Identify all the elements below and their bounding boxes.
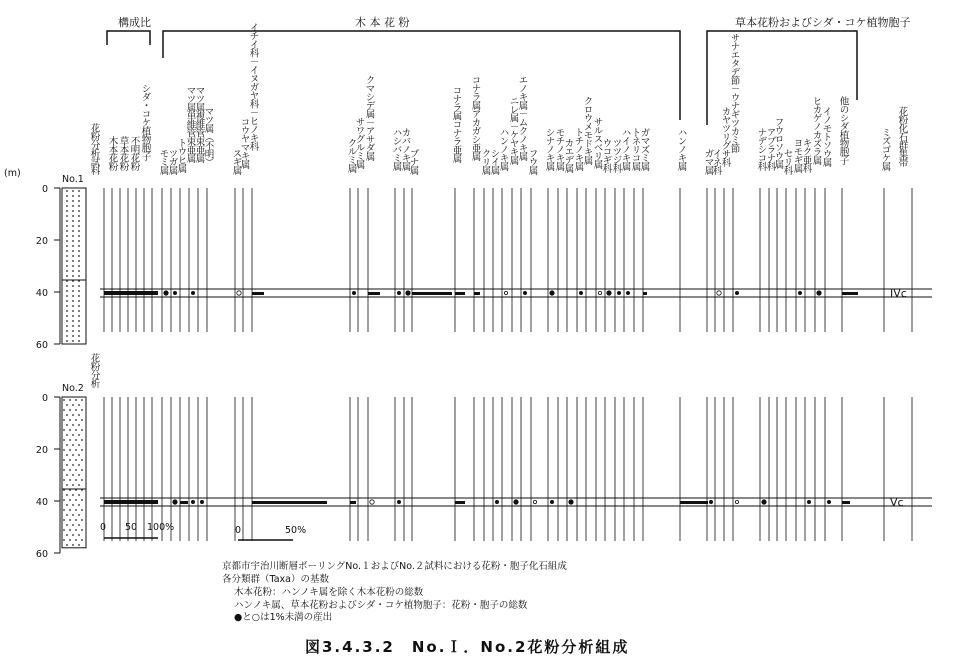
rare-dot	[504, 291, 507, 294]
herb-taxon-label: アブラナ科	[764, 127, 776, 170]
rare-dot	[735, 500, 738, 503]
percent-bar	[680, 501, 708, 504]
herb-taxon-label: ナデシコ科	[755, 127, 767, 170]
percent-bar	[350, 501, 356, 504]
percent-bar	[455, 292, 465, 295]
tree-taxon-label: イチイ科－イヌガヤ科－ヒノキ科	[247, 22, 259, 150]
scale1-50: 50	[125, 522, 138, 533]
tree-taxon-label: ニレ属－ケヤキ属	[507, 96, 519, 164]
tree-taxon-label: トチノキ属	[572, 127, 584, 170]
rare-dot	[173, 500, 177, 504]
herb-taxon-label: ガマ属	[702, 148, 714, 174]
composition-label: 草本花粉	[117, 136, 129, 170]
herb-fern-header: 草本花粉およびシダ・コケ植物胞子	[735, 16, 911, 29]
percent-bar	[252, 501, 327, 504]
depth-tick: 60	[35, 340, 48, 351]
rare-dot	[598, 291, 601, 294]
rare-dot	[191, 500, 194, 503]
rare-dot	[352, 291, 355, 294]
tree-taxon-label: ハンノキ属	[497, 127, 509, 170]
tree-taxon-label: クロウメモドキ属	[581, 96, 593, 164]
tree-taxon-label: コナラ属アカガシ亜属	[469, 75, 481, 160]
legend-line-5: ●と○は1%未満の産出	[234, 612, 333, 623]
rare-dot	[191, 291, 194, 294]
rare-dot	[397, 291, 400, 294]
composition-bar	[104, 500, 158, 504]
sample-label: 花粉分析試料	[88, 123, 100, 174]
tree-taxon-label: ハイノキ属	[619, 127, 631, 170]
rare-dot	[495, 500, 498, 503]
depth-tick: 40	[35, 497, 48, 508]
herb-taxon-label: ヨモギ属	[791, 138, 803, 172]
herb-taxon-label: ミズゴケ属	[879, 127, 891, 170]
tree-taxon-label: サワグルミ属	[353, 117, 365, 168]
legend-line-3: 木本花粉：ハンノキ属を除く木本花粉の総数	[234, 587, 424, 598]
tree-taxon-label: ツツジ科	[610, 138, 622, 172]
composition-bar	[104, 291, 158, 295]
rare-dot	[817, 291, 821, 295]
herb-taxon-label: 他のシダ植物胞子	[837, 96, 849, 164]
tree-taxon-label: ハシバミ属	[390, 127, 402, 170]
depth-tick: 40	[35, 288, 48, 299]
legend-line-4: ハンノキ属、草本花粉およびシダ・コケ植物胞子：花粉・胞子の総数	[234, 600, 528, 611]
tree-taxon-label: モチノキ属	[553, 127, 565, 170]
percent-bar	[842, 292, 858, 295]
tree-taxon-label: ウコギ科	[600, 138, 612, 172]
scale1-100: 100%	[147, 522, 175, 533]
tree-taxon-label: スギ属	[230, 148, 242, 174]
rare-dot	[735, 291, 738, 294]
rare-dot	[397, 500, 400, 503]
tree-taxon-label: コウヤマキ属	[238, 117, 250, 168]
depth-tick: 20	[35, 236, 48, 247]
herb-taxon-label: カヤツリグサ科	[719, 106, 731, 166]
scale2-50: 50%	[285, 525, 307, 536]
tree-taxon-label: モミ属	[157, 148, 169, 174]
legend-line-1: 京都市宇治川断層ボーリングNo.１およびNo.２試料における花粉・胞子化石組成	[222, 561, 567, 572]
rare-dot	[626, 291, 629, 294]
core-columns	[4, 168, 932, 560]
tree-taxon-label: カエデ属	[562, 138, 574, 172]
core-id: No.2	[62, 383, 84, 394]
scale-bar-percent	[235, 525, 306, 540]
tree-taxon-label: トネリコ属	[629, 127, 641, 170]
percent-bar	[412, 292, 452, 295]
tree-taxon-label: ハンノキ属	[675, 127, 687, 170]
tree-pollen-bracket	[163, 31, 680, 120]
legend-line-2: 各分類群（Taxa）の基数	[222, 574, 329, 585]
rare-dot	[579, 291, 582, 294]
rare-dot	[173, 291, 176, 294]
composition-label: 木本花粉	[106, 136, 118, 170]
tree-taxon-label: シイ属	[488, 148, 500, 174]
composition-bracket	[107, 31, 150, 45]
rare-dot	[523, 291, 526, 294]
rare-dot	[798, 291, 801, 294]
tree-taxon-label: ツガ属	[166, 148, 178, 174]
scale-bar-composition	[100, 522, 174, 538]
rare-dot	[406, 291, 410, 295]
herb-taxon-label: キク亜科	[800, 138, 812, 172]
depth-unit: (m)	[4, 168, 21, 179]
rare-dot	[550, 500, 553, 503]
depth-tick: 60	[35, 549, 48, 560]
tree-taxon-label: フウ属	[526, 148, 538, 174]
herb-taxon-label: セリ科	[781, 148, 793, 174]
composition-label: シダ・コケ植物胞子	[139, 83, 151, 160]
percent-bar	[455, 501, 465, 504]
tree-taxon-label: カバノキ属	[399, 127, 411, 170]
rare-dot	[550, 291, 554, 295]
rare-dot	[717, 291, 721, 295]
tree-taxon-label: クマシデ属－アサダ属	[363, 75, 375, 160]
core-id: No.1	[62, 174, 84, 185]
percent-bar	[368, 292, 380, 295]
sample-label: 花粉分析	[88, 353, 100, 387]
scale1-0: 0	[100, 522, 107, 533]
zone-label: Vc	[890, 496, 904, 509]
rare-dot	[164, 291, 168, 295]
tree-taxon-label: マツ属複維管束亜属	[193, 85, 205, 162]
tree-taxon-label: シナノキ属	[543, 127, 555, 170]
tree-taxon-label: ブナ属	[407, 148, 419, 174]
taxa-labels	[89, 23, 909, 389]
tree-taxon-label: トウヒ属	[175, 138, 187, 172]
rare-dot	[607, 291, 611, 295]
herb-taxon-label: イノモトソウ属	[820, 106, 832, 166]
percent-bar	[474, 292, 480, 295]
rare-dot	[237, 291, 241, 295]
core-panel	[36, 383, 932, 560]
tree-taxon-label: マツ属単維管束亜属	[184, 85, 196, 162]
herb-taxon-label: サナエタデ節－ウナギツカミ節	[728, 33, 740, 152]
scale2-0: 0	[235, 525, 242, 536]
tree-taxon-label: マツ属（不明）	[202, 106, 214, 166]
rare-dot	[514, 500, 518, 504]
figure-title: 図3.4.3.2 No.Ｉ．No.2花粉分析組成	[305, 638, 630, 656]
herb-taxon-label: フウロソウ属	[772, 117, 784, 168]
rare-dot	[370, 500, 374, 504]
rare-dot	[617, 291, 620, 294]
percent-bar	[643, 292, 647, 295]
tree-taxon-label: クリ属	[479, 148, 491, 174]
core-panel	[4, 168, 932, 351]
percent-bar	[252, 292, 264, 295]
percent-bar	[842, 501, 850, 504]
tree-taxon-label: コナラ属コナラ亜属	[450, 85, 462, 162]
depth-tick: 0	[41, 184, 48, 195]
rare-dot	[533, 500, 536, 503]
tree-taxon-label: サルスベリ属	[591, 117, 603, 168]
tree-pollen-header: 木 本 花 粉	[355, 16, 410, 29]
composition-header: 構成比	[118, 16, 151, 29]
herb-taxon-label: イネ科	[710, 148, 722, 174]
depth-tick: 0	[41, 393, 48, 404]
rare-dot	[709, 500, 712, 503]
zone-label: IVc	[890, 287, 907, 300]
rare-dot	[762, 500, 766, 504]
rare-dot	[827, 500, 830, 503]
tree-taxon-label: ガマズミ属	[638, 127, 650, 170]
rare-dot	[200, 500, 203, 503]
herb-taxon-label: ヒカゲノカズラ属	[810, 96, 822, 164]
composition-label: 不明花粉	[128, 136, 140, 170]
depth-tick: 20	[35, 445, 48, 456]
tree-taxon-label: クルミ属	[345, 138, 357, 172]
percent-bar	[180, 501, 188, 504]
rare-dot	[807, 500, 810, 503]
rare-dot	[569, 500, 573, 504]
assemblage-zone-header: 花粉化石群集帯	[896, 106, 908, 166]
tree-taxon-label: エノキ属－ムクノキ属	[516, 75, 528, 160]
